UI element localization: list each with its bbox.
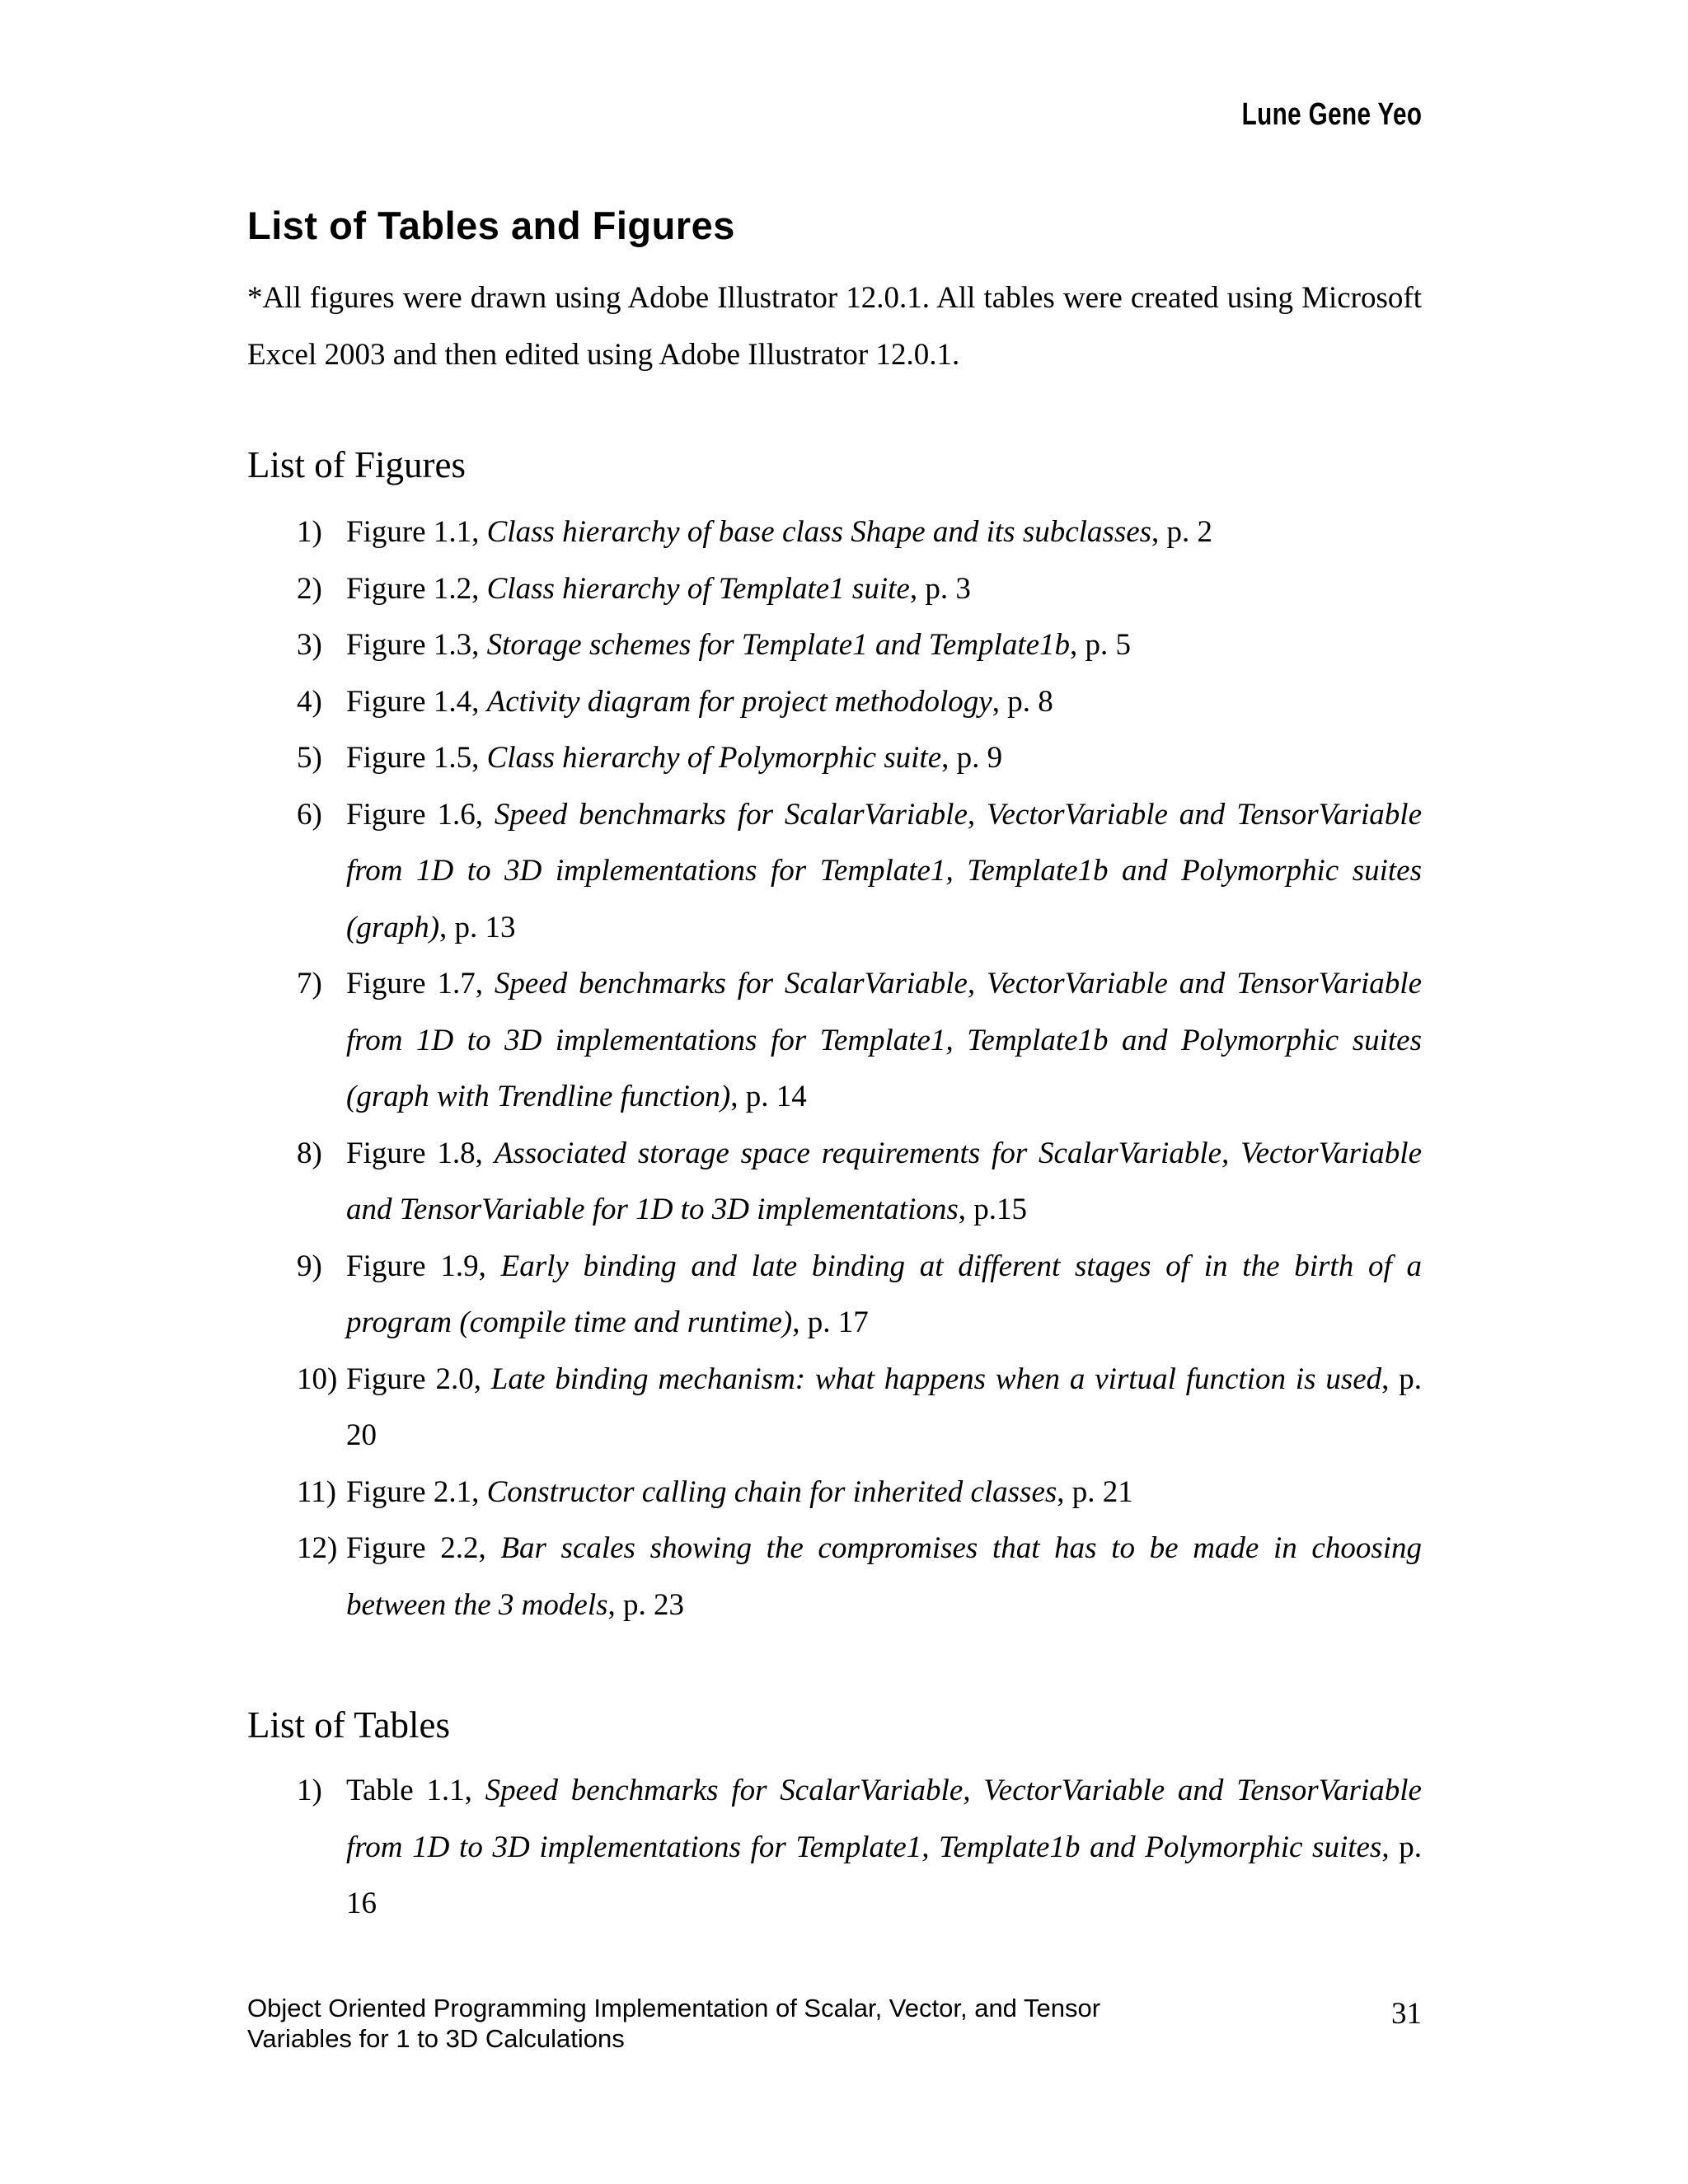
document-page <box>247 0 1422 2184</box>
running-header-author: Lune Gene Yeo <box>1241 97 1422 132</box>
figure-list-item <box>297 1465 1422 1521</box>
entry-caption: Early binding and late binding at different stages of in the birth of a program (compile time and runtime) <box>346 1249 1423 1339</box>
entry-label: Figure 1.8, <box>346 1136 495 1170</box>
entry-caption: Storage schemes for Template1 and Template1b <box>486 628 1071 662</box>
entry-caption: Class hierarchy of Template1 suite <box>486 571 910 606</box>
entry-page: , p. 2 <box>1151 515 1213 549</box>
entry-number: 8) <box>297 1136 322 1170</box>
entry-caption: Bar scales showing the compromises that has to be made in choosing between the 3 models <box>346 1531 1422 1622</box>
page-number: 31 <box>1391 1997 1422 2031</box>
page-title: List of Tables and Figures <box>247 204 735 247</box>
entry-label: Figure 1.6, <box>346 797 495 832</box>
entry-caption: Speed benchmarks for ScalarVariable, VectorVariable and TensorVariable from 1D to 3D implementations for Template1, Template1b and Polymorphic suites <box>346 1774 1422 1864</box>
entry-label: Figure 1.4, <box>346 684 487 719</box>
entry-page: , p. 16 <box>346 1830 1422 1920</box>
list-of-tables-heading: List of Tables <box>247 1704 450 1746</box>
tables-list <box>297 1763 1422 1933</box>
entry-caption: Associated storage space requirements for ScalarVariable, VectorVariable and TensorVariable for 1D to 3D implementations <box>346 1136 1422 1226</box>
figure-list-item <box>297 730 1422 787</box>
entry-label: Figure 1.2, <box>346 571 487 606</box>
entry-number: 9) <box>297 1249 322 1283</box>
entry-page: , p. 17 <box>792 1305 869 1339</box>
entry-number: 1) <box>297 1774 322 1807</box>
entry-caption: Class hierarchy of Polymorphic suite <box>486 741 942 775</box>
entry-number: 6) <box>297 797 322 832</box>
entry-page: , p. 13 <box>439 910 516 944</box>
list-of-figures-heading: List of Figures <box>247 444 466 485</box>
figures-list <box>297 504 1422 1633</box>
intro-note: *All figures were drawn using Adobe Illustrator 12.0.1. All tables were created using Microsoft Excel 2003 and then edited using Adobe Illustrator 12.0.1. <box>247 281 1422 372</box>
entry-page: , p. 3 <box>909 571 971 606</box>
entry-caption: Speed benchmarks for ScalarVariable, VectorVariable and TensorVariable from 1D to 3D implementations for Template1, Template1b and Polymorphic suites (graph) <box>346 797 1422 944</box>
figure-list-item <box>297 1352 1422 1465</box>
entry-caption: Late binding mechanism: what happens when a virtual function is used <box>490 1361 1382 1396</box>
entry-page: , p. 23 <box>607 1587 684 1622</box>
entry-number: 5) <box>297 741 322 775</box>
entry-caption: Class hierarchy of base class Shape and its subclasses <box>486 515 1152 549</box>
entry-page: , p.15 <box>958 1193 1028 1226</box>
entry-label: Figure 1.1, <box>346 515 487 549</box>
entry-label: Figure 2.1, <box>346 1474 487 1509</box>
entry-label: Figure 1.3, <box>346 628 487 662</box>
entry-label: Figure 1.7, <box>346 967 495 1001</box>
figure-list-item <box>297 1521 1422 1633</box>
entry-number: 10) <box>297 1361 338 1396</box>
entry-page: , p. 9 <box>941 741 1003 775</box>
entry-page: , p. 5 <box>1070 628 1132 662</box>
figure-list-item <box>297 1239 1422 1352</box>
figure-list-item <box>297 617 1422 674</box>
entry-label: Figure 1.5, <box>346 741 487 775</box>
figure-list-item <box>297 956 1422 1126</box>
entry-caption: Activity diagram for project methodology <box>486 684 992 719</box>
entry-number: 7) <box>297 967 322 1001</box>
entry-caption: Speed benchmarks for ScalarVariable, VectorVariable and TensorVariable from 1D to 3D implementations for Template1, Template1b and Polymorphic suites (graph with Trendline function) <box>346 967 1422 1113</box>
entry-number: 2) <box>297 571 322 606</box>
entry-label: Table 1.1, <box>346 1774 485 1807</box>
entry-label: Figure 2.2, <box>346 1531 501 1565</box>
figure-list-item <box>297 674 1422 731</box>
entry-label: Figure 2.0, <box>346 1361 491 1396</box>
figure-list-item <box>297 504 1422 561</box>
entry-number: 12) <box>297 1531 338 1565</box>
entry-page: , p. 8 <box>992 684 1053 719</box>
entry-number: 3) <box>297 628 322 662</box>
entry-number: 1) <box>297 515 322 549</box>
entry-page: , p. 14 <box>730 1080 807 1113</box>
entry-caption: Constructor calling chain for inherited classes <box>486 1474 1057 1509</box>
table-list-item <box>297 1763 1422 1933</box>
entry-page: , p. 21 <box>1057 1474 1133 1509</box>
figure-list-item <box>297 787 1422 957</box>
figure-list-item <box>297 561 1422 618</box>
figure-list-item <box>297 1126 1422 1239</box>
footer-document-title: Object Oriented Programming Implementation of Scalar, Vector, and Tensor Variables for 1 to 3D Calculations <box>247 1994 1101 2053</box>
entry-number: 11) <box>297 1474 336 1509</box>
entry-page: , p. 20 <box>346 1361 1422 1452</box>
entry-label: Figure 1.9, <box>346 1249 501 1283</box>
entry-number: 4) <box>297 684 322 719</box>
